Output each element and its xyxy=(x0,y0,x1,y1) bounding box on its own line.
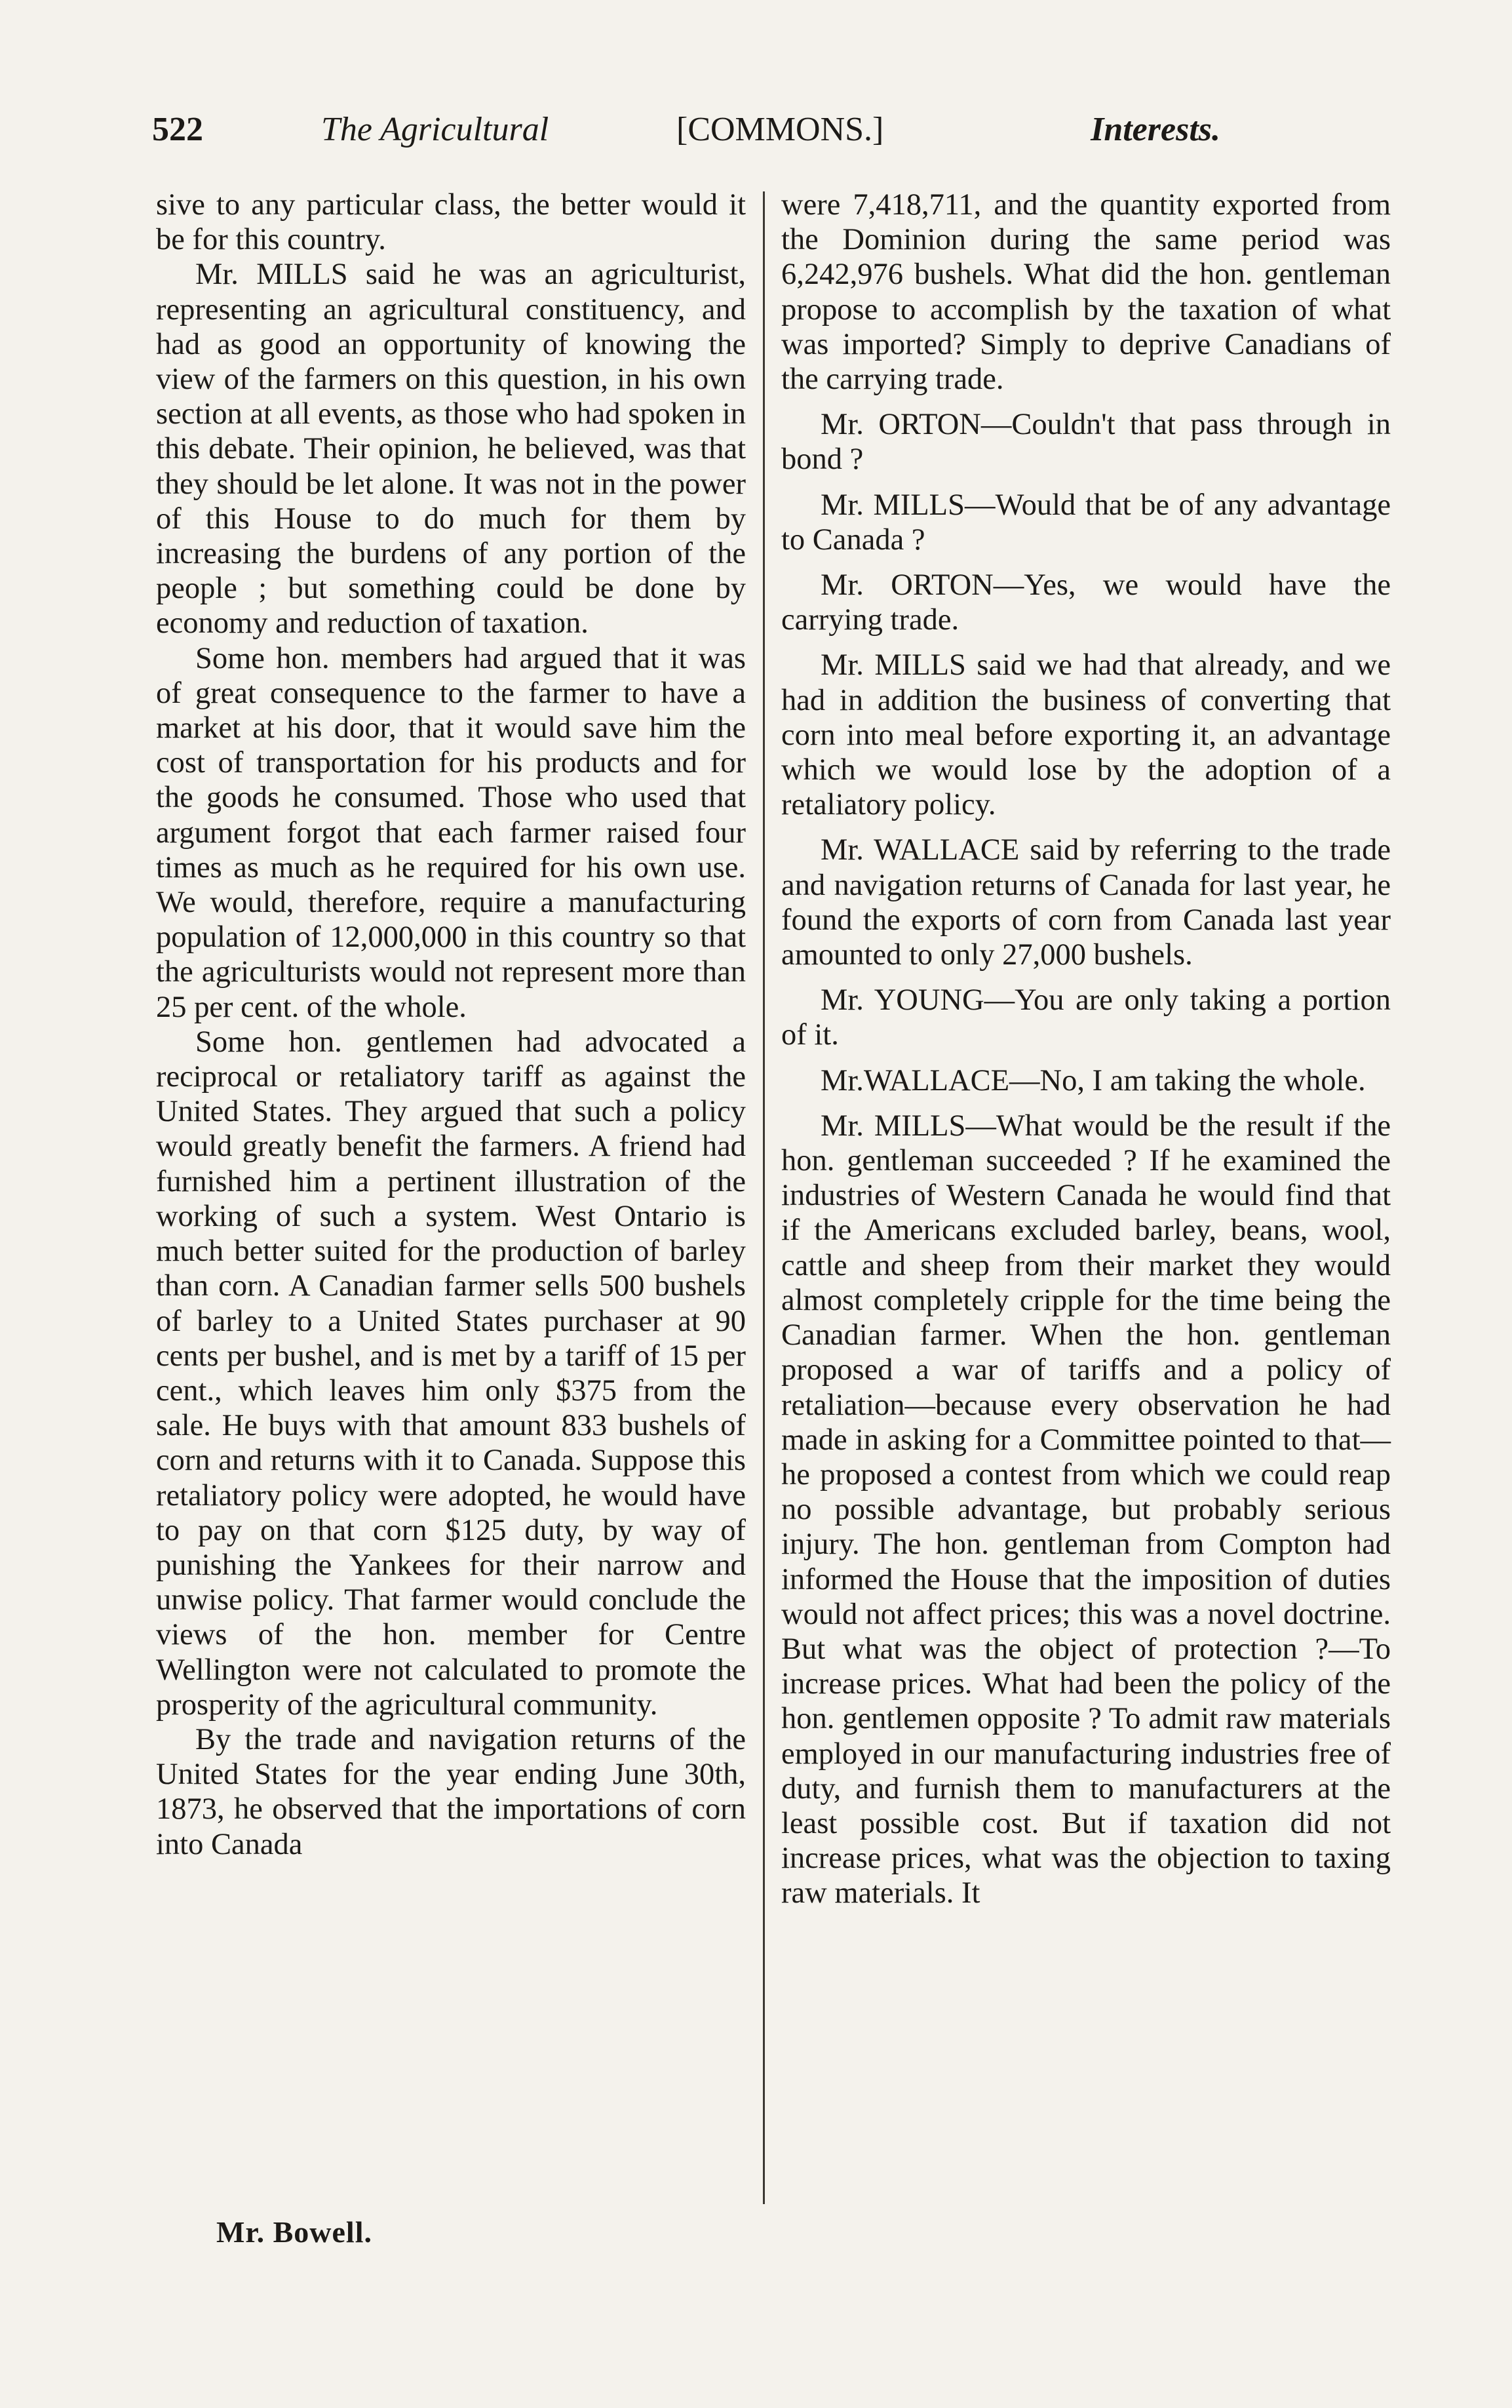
speaker-signature: Mr. Bowell. xyxy=(216,2215,372,2249)
paragraph: Mr. MILLS said we had that already, and we had in addition the business of converting that corn into meal before exporting it, an advantage which we would lose by the adoption of a retaliatory policy. xyxy=(781,648,1391,822)
paragraph: By the trade and navigation returns of the United States for the year ending June 30th, 1873, he observed that the importations of corn into Canada xyxy=(156,1722,746,1861)
paragraph: were 7,418,711, and the quantity exported from the Dominion during the same period was 6,242,976 bushels. What did the hon. gentleman propose to accomplish by the taxation of what was imported? Simply to deprive Canadians of the carrying trade. xyxy=(781,188,1391,397)
column-divider xyxy=(763,191,765,2204)
paragraph: Mr.WALLACE—No, I am taking the whole. xyxy=(821,1063,1366,1097)
paragraph: Mr. YOUNG—You are only taking a portion of it. xyxy=(781,983,1391,1052)
paragraph: Mr. MILLS—What would be the result if the hon. gentleman succeeded ? If he examined the industries of Western Canada he would find that if the Americans excluded barley, beans, wool, cattle and sheep from their market they would almost completely cripple for the time being the Canadian farmer. When the hon. gentleman proposed a war of tariffs and a policy of retaliation—because every observation he had made in asking for a Committee pointed to that—he proposed a contest from which we could reap no possible advantage, but probably serious injury. The hon. gentleman from Compton had informed the House that the imposition of duties would not affect prices; this was a novel doctrine. But what was the object of protection ?—To increase prices. What had been the policy of the hon. gentlemen opposite ? To admit raw materials employed in our manufacturing industries free of duty, and furnish them to manufacturers at the least possible cost. But if taxation did not increase prices, what was the objection to taxing raw materials. It xyxy=(781,1109,1391,1910)
running-title-right: Interests. xyxy=(1091,111,1220,148)
running-title-left: The Agricultural xyxy=(321,111,549,148)
paragraph: sive to any particular class, the better would it be for this country. xyxy=(156,188,746,257)
paragraph: Some hon. members had argued that it was of great consequence to the farmer to have a market at his door, that it would save him the cost of transportation for his products and for the goods he consumed. Those who used that argument forgot that each farmer raised four times as much as he required for his own use. We would, therefore, require a manufacturing population of 12,000,000 in this country so that the agriculturists would not represent more than 25 per cent. of the whole. xyxy=(156,641,746,1024)
paragraph: Mr. MILLS—Would that be of any advantage to Canada ? xyxy=(781,488,1391,557)
page-number: 522 xyxy=(152,111,203,148)
running-title-center: [COMMONS.] xyxy=(676,111,884,148)
right-column xyxy=(781,188,1391,1922)
paragraph: Some hon. gentlemen had advocated a reciprocal or retaliatory tariff as against the United States. They argued that such a policy would greatly benefit the farmers. A friend had furnished him a pertinent illustration of the working of such a system. West Ontario is much better suited for the production of barley than corn. A Canadian farmer sells 500 bushels of barley to a United States purchaser at 90 cents per bushel, and is met by a tariff of 15 per cent., which leaves him only $375 from the sale. He buys with that amount 833 bushels of corn and returns with it to Canada. Suppose this retaliatory policy were adopted, he would have to pay on that corn $125 duty, by way of punishing the Yankees for their narrow and unwise policy. That farmer would conclude the views of the hon. member for Centre Wellington were not calculated to promote the prosperity of the agricultural community. xyxy=(156,1025,746,1722)
paragraph: Mr. ORTON—Couldn't that pass through in bond ? xyxy=(781,408,1391,477)
left-column xyxy=(156,188,746,1862)
page-header xyxy=(152,110,1220,163)
paragraph: Mr. ORTON—Yes, we would have the carrying trade. xyxy=(781,568,1391,637)
paragraph: Mr. MILLS said he was an agriculturist, representing an agricultural constituency, and had as good an opportunity of knowing the view of the farmers on this question, in his own section at all events, as those who had spoken in this debate. Their opinion, he believed, was that they should be let alone. It was not in the power of this House to do much for them by increasing the burdens of any portion of the people ; but something could be done by economy and reduction of taxation. xyxy=(156,258,746,641)
paragraph: Mr. WALLACE said by referring to the trade and navigation returns of Canada for last year, he found the exports of corn from Canada last year amounted to only 27,000 bushels. xyxy=(781,833,1391,972)
